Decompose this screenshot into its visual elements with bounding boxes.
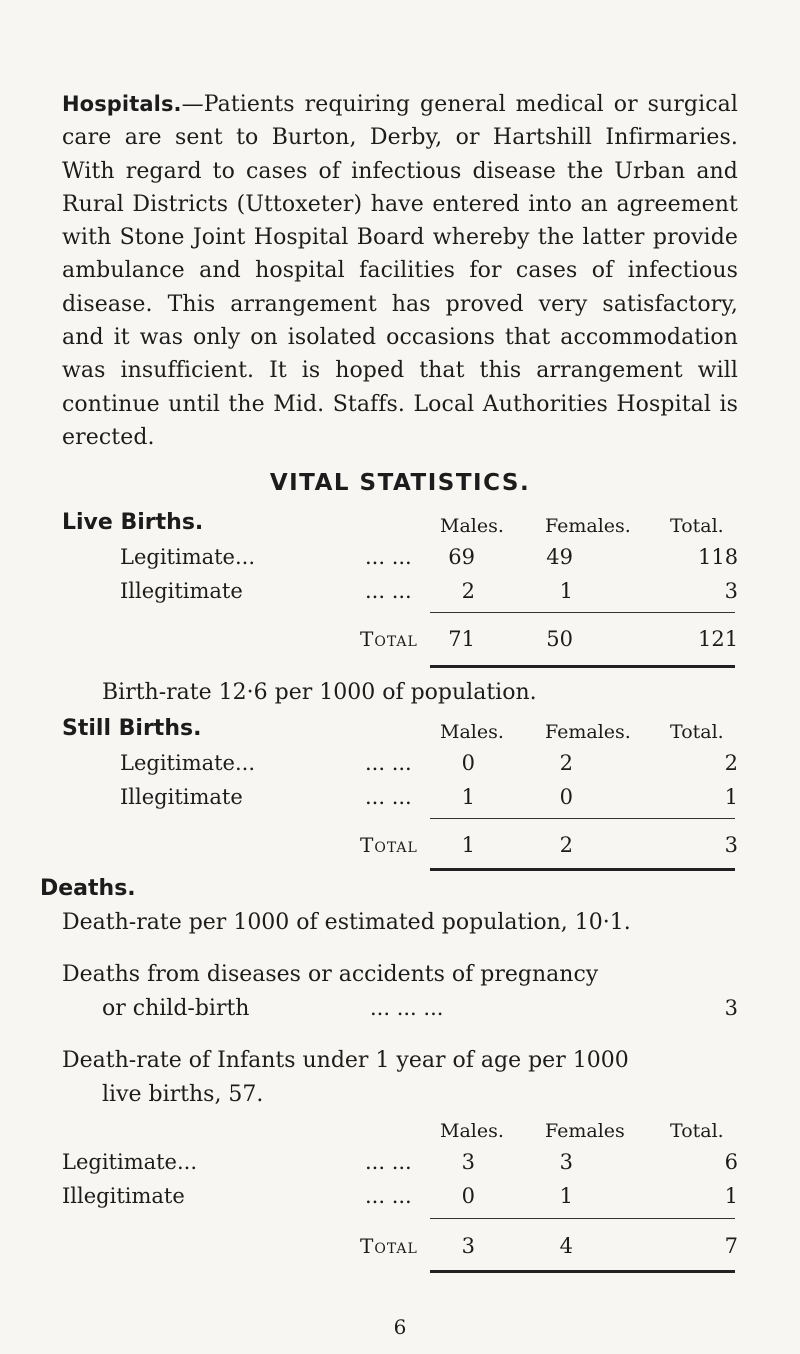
infant-deaths-illegitimate-males: 0 [461,1184,475,1208]
still-births-legitimate-total: 2 [724,751,738,775]
still-births-col-males: Males. [440,721,504,743]
page-title: VITAL STATISTICS. [269,470,531,496]
page-number: 6 [393,1315,407,1339]
live-births-illegitimate-males: 2 [461,579,475,603]
infant-deaths-col-females: Females [545,1120,625,1142]
live-births-double-rule [430,665,735,668]
infant-deaths-row-legitimate-label: Legitimate... [62,1150,198,1174]
still-births-row-legitimate-label: Legitimate... [120,751,256,775]
infant-death-rate-line2: live births, 57. [102,1082,264,1107]
pregnancy-deaths-line1: Deaths from diseases or accidents of pregnancy [62,962,599,987]
infant-deaths-total-males: 3 [461,1234,475,1258]
pregnancy-deaths-value: 3 [724,996,738,1020]
birth-rate-line: Birth-rate 12·6 per 1000 of population. [102,680,537,705]
live-births-total-males: 71 [448,627,475,651]
infant-deaths-total-total: 7 [724,1234,738,1258]
infant-deaths-row-illegitimate-label: Illegitimate [62,1184,185,1208]
live-births-illegitimate-females: 1 [559,579,573,603]
hospitals-paragraph [62,88,738,454]
live-births-legitimate-total: 118 [698,545,739,569]
infant-deaths-row-legitimate-dots: ... ... [365,1150,412,1174]
still-births-total-total: 3 [724,833,738,857]
live-births-heading: Live Births. [62,510,204,535]
infant-deaths-legitimate-total: 6 [724,1150,738,1174]
live-births-rule [430,612,735,613]
still-births-heading: Still Births. [62,716,202,741]
infant-deaths-row-illegitimate-dots: ... ... [365,1184,412,1208]
still-births-col-females: Females. [545,721,631,743]
hospitals-text: —Patients requiring general medical or surgical care are sent to Burton, Derby, or Hartshill Infirmaries. With regard to cases of infectious disease the Urban and Rural Districts (Uttoxeter) have entered into an agreement with Stone Joint Hospital Board whereby the latter provide ambulance and hospital facilities for cases of infectious disease. This arrangement has proved very satisfactory, and it was only on isolated occasions that accommodation was insufficient. It is hoped that this arrangement will continue until the Mid. Staffs. Local Authorities Hospital is erected. [62,92,738,450]
live-births-legitimate-males: 69 [448,545,475,569]
infant-deaths-col-total: Total. [670,1120,724,1142]
still-births-row-legitimate-dots: ... ... [365,751,412,775]
still-births-total-males: 1 [461,833,475,857]
infant-deaths-double-rule [430,1270,735,1273]
deaths-heading: Deaths. [40,876,136,901]
live-births-row-legitimate-dots: ... ... [365,545,412,569]
live-births-col-total: Total. [670,515,724,537]
live-births-total-label: Total [360,627,418,651]
pregnancy-deaths-dots: ... ... ... [370,996,444,1020]
live-births-col-females: Females. [545,515,631,537]
still-births-double-rule [430,868,735,871]
still-births-legitimate-males: 0 [461,751,475,775]
hospitals-heading: Hospitals. [62,92,182,116]
still-births-total-label: Total [360,833,418,857]
still-births-illegitimate-females: 0 [559,785,573,809]
still-births-total-females: 2 [559,833,573,857]
infant-deaths-legitimate-females: 3 [559,1150,573,1174]
still-births-illegitimate-males: 1 [461,785,475,809]
infant-deaths-legitimate-males: 3 [461,1150,475,1174]
still-births-illegitimate-total: 1 [724,785,738,809]
still-births-row-illegitimate-dots: ... ... [365,785,412,809]
live-births-total-total: 121 [698,627,739,651]
still-births-rule [430,818,735,819]
infant-deaths-col-males: Males. [440,1120,504,1142]
infant-death-rate-line1: Death-rate of Infants under 1 year of age per 1000 [62,1048,629,1073]
live-births-row-illegitimate-dots: ... ... [365,579,412,603]
live-births-illegitimate-total: 3 [724,579,738,603]
live-births-row-legitimate-label: Legitimate... [120,545,256,569]
live-births-legitimate-females: 49 [546,545,573,569]
live-births-col-males: Males. [440,515,504,537]
still-births-col-total: Total. [670,721,724,743]
live-births-total-females: 50 [546,627,573,651]
death-rate-line: Death-rate per 1000 of estimated population, 10·1. [62,910,631,935]
live-births-row-illegitimate-label: Illegitimate [120,579,243,603]
still-births-legitimate-females: 2 [559,751,573,775]
infant-deaths-illegitimate-females: 1 [559,1184,573,1208]
infant-deaths-illegitimate-total: 1 [724,1184,738,1208]
infant-deaths-total-label: Total [360,1234,418,1258]
infant-deaths-total-females: 4 [559,1234,573,1258]
infant-deaths-rule [430,1218,735,1219]
pregnancy-deaths-line2: or child-birth [102,996,250,1021]
still-births-row-illegitimate-label: Illegitimate [120,785,243,809]
